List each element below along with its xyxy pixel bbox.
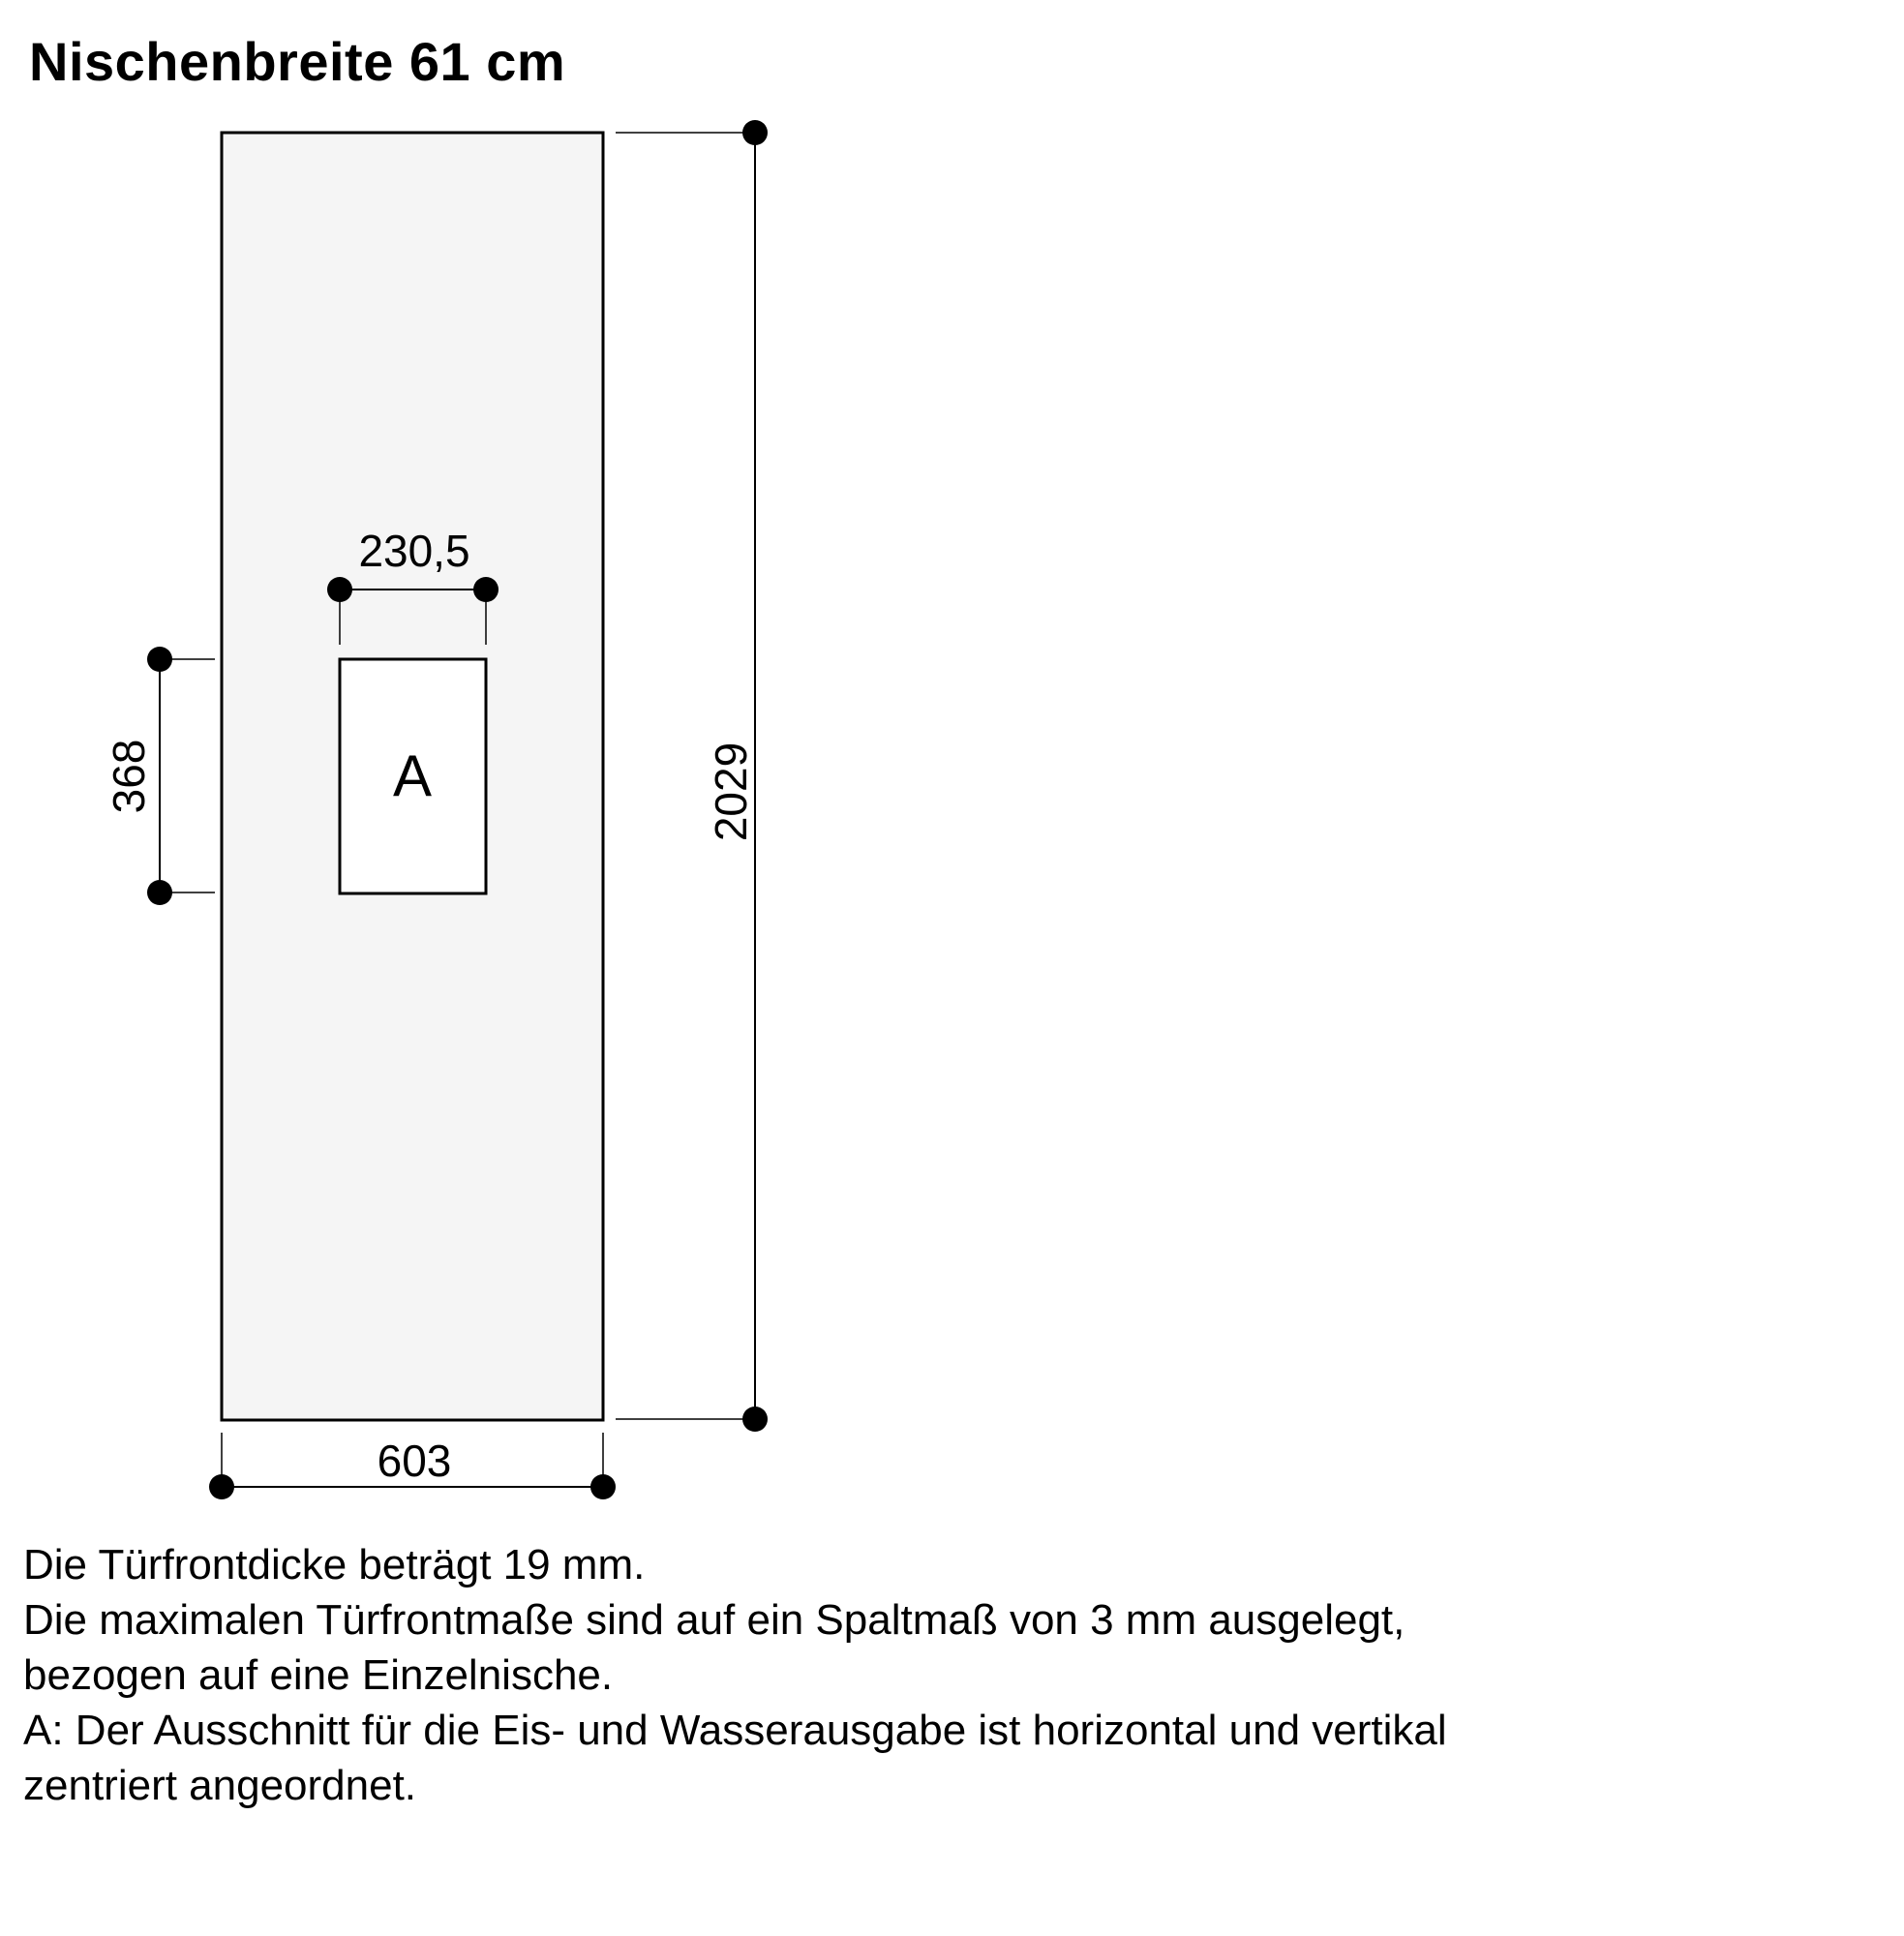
note-line: Die maximalen Türfrontmaße sind auf ein Spaltmaß von 3 mm ausgelegt, xyxy=(23,1596,1405,1644)
page-title: Nischenbreite 61 cm xyxy=(29,31,566,92)
dimension-total-height-value: 2029 xyxy=(706,741,756,842)
notes-block xyxy=(23,1537,1862,1813)
dimension-cutout-height-value: 368 xyxy=(104,739,154,814)
dimension-cutout-height xyxy=(147,647,215,905)
cutout-label: A xyxy=(392,743,433,808)
note-line: Die Türfrontdicke beträgt 19 mm. xyxy=(23,1541,646,1588)
dimension-total-width-value: 603 xyxy=(377,1436,452,1486)
note-line: A: Der Ausschnitt für die Eis- und Wasserausgabe ist horizontal und vertikal xyxy=(23,1707,1447,1754)
note-line: zentriert angeordnet. xyxy=(23,1762,417,1809)
note-line: bezogen auf eine Einzelnische. xyxy=(23,1651,614,1699)
dimension-cutout-width-value: 230,5 xyxy=(358,526,470,576)
